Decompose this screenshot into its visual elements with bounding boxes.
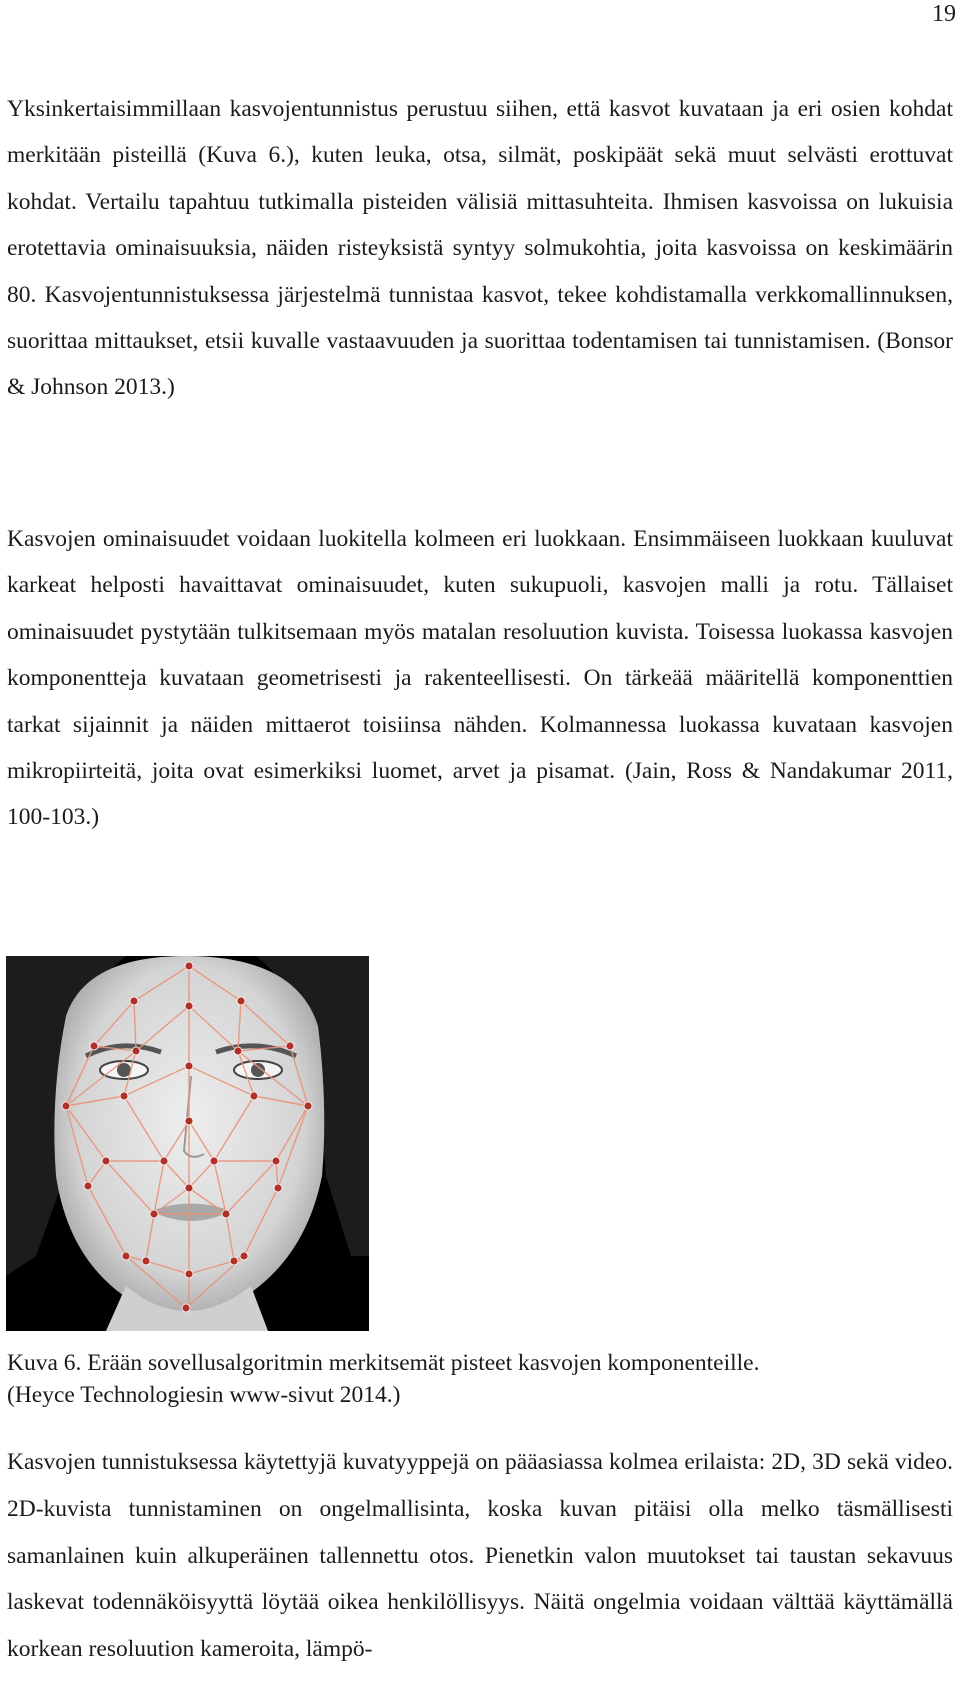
page-number: 19 (932, 1, 956, 27)
caption-line-2: (Heyce Technologiesin www-sivut 2014.) (7, 1382, 401, 1408)
landmark-dot (84, 1182, 92, 1190)
landmark-dot (304, 1102, 312, 1110)
landmark-dot (185, 962, 193, 970)
landmark-dot (240, 1252, 248, 1260)
landmark-dot (160, 1157, 168, 1165)
landmark-dot (286, 1042, 294, 1050)
face-mesh-image (6, 956, 369, 1331)
landmark-dot (222, 1210, 230, 1218)
landmark-dot (130, 997, 138, 1005)
landmark-dot (62, 1102, 70, 1110)
landmark-dot (182, 1304, 190, 1312)
landmark-dot (142, 1257, 150, 1265)
landmark-dot (185, 1062, 193, 1070)
landmark-dot (185, 1184, 193, 1192)
landmark-dot (274, 1184, 282, 1192)
landmark-dot (185, 1117, 193, 1125)
paragraph-feature-classes: Kasvojen ominaisuudet voidaan luokitella kolmeen eri luokkaan. Ensimmäiseen luokkaan kuuluvat karkeat helposti havaittavat ominaisuudet, kuten sukupuoli, kasvojen malli ja rotu. Tällaiset ominaisuudet pystytään tulkitsemaan myös matalan resoluution kuvista. Toisessa luokassa kasvojen komponentteja kuvataan geometrisesti ja rakenteellisesti. On tärkeää määritellä komponenttien tarkat sijainnit ja näiden mittaerot toisiinsa nähden. Kolmannessa luokassa kuvataan kasvojen mikropiirteitä, joita ovat esimerkiksi luomet, arvet ja pisamat. (Jain, Ross & Nandakumar 2011, 100-103.) (7, 526, 953, 831)
landmark-dot (237, 997, 245, 1005)
figure-caption (7, 1347, 947, 1411)
paragraph-face-points: Yksinkertaisimmillaan kasvojentunnistus perustuu siihen, että kasvot kuvataan ja eri osien kohdat merkitään pisteillä (Kuva 6.), kuten leuka, otsa, silmät, poskipäät sekä muut selvästi erottuvat kohdat. Vertailu tapahtuu tutkimalla pisteiden välisiä mittasuhteita. Ihmisen kasvoissa on lukuisia erotettavia ominaisuuksia, näiden risteyksistä syntyy solmukohtia, joita kasvoissa on keskimäärin 80. Kasvojentunnistuksessa järjestelmä tunnistaa kasvot, tekee kohdistamalla verkkomallinnuksen, suorittaa mittaukset, etsii kuvalle vastaavuuden ja suorittaa todentamisen tai tunnistamisen. (Bonsor & Johnson 2013.) (7, 96, 953, 401)
landmark-dot (230, 1257, 238, 1265)
landmark-dot (90, 1042, 98, 1050)
landmark-dot (132, 1047, 140, 1055)
landmark-dot (185, 1002, 193, 1010)
caption-line-1: Kuva 6. Erään sovellusalgoritmin merkitsemät pisteet kasvojen komponenteille. (7, 1350, 760, 1376)
landmark-dot (250, 1092, 258, 1100)
landmark-dot (272, 1157, 280, 1165)
landmark-dot (210, 1157, 218, 1165)
face-landmark-figure (6, 956, 369, 1331)
paragraph-image-types: Kasvojen tunnistuksessa käytettyjä kuvatyyppejä on pääasiassa kolmea erilaista: 2D, 3D sekä video. 2D-kuvista tunnistaminen on ongelmallisinta, koska kuvan pitäisi olla melko täsmällisesti samanlainen kuin alkuperäinen tallennettu otos. Pienetkin valon muutokset tai taustan sekavuus laskevat todennäköisyyttä löytää oikea henkilöllisyys. Näitä ongelmia voidaan välttää käyttämällä korkean resoluution kameroita, lämpö- (7, 1449, 953, 1663)
landmark-dot (120, 1092, 128, 1100)
landmark-dot (185, 1270, 193, 1278)
landmark-dot (102, 1157, 110, 1165)
landmark-dot (150, 1210, 158, 1218)
landmark-dot (122, 1252, 130, 1260)
landmark-dot (234, 1047, 242, 1055)
